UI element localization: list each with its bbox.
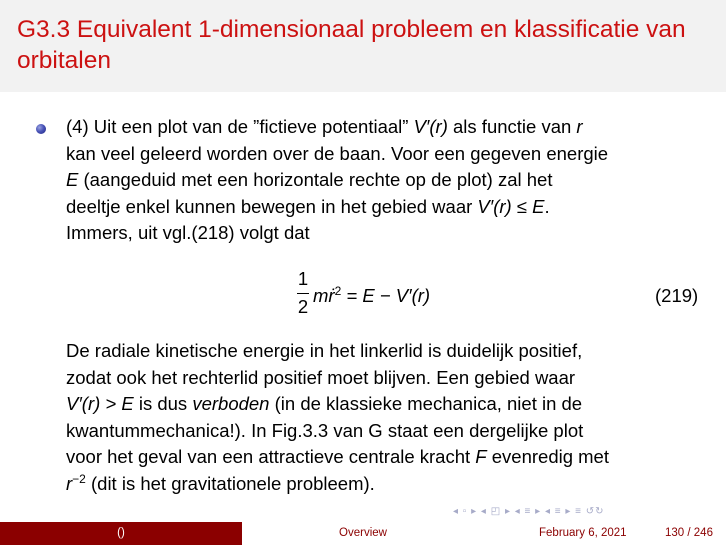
bullet-line-5: Immers, uit vgl.(218) volgt dat: [66, 222, 310, 243]
equation-body: mṙ$^2$ = E − V′(r): [313, 284, 431, 306]
footer-right: [484, 522, 726, 545]
para-line-5: voor het geval van een attractieve centrale kracht F evenredig met: [66, 446, 609, 467]
bullet-line-4: deeltje enkel kunnen bewegen in het gebied waar V′(r) ≤ E.: [66, 195, 550, 217]
title-bar: [0, 0, 726, 92]
bullet-line-3: E (aangeduid met een horizontale rechte op de plot) zal het: [66, 169, 553, 190]
para-line-1: De radiale kinetische energie in het linkerlid is duidelijk positief,: [66, 340, 583, 361]
fraction-denominator: 2: [297, 296, 309, 317]
para-line-3: V′(r) > E is dus verboden (in de klassieke mechanica, niet in de: [66, 393, 583, 414]
beamer-navigation-icons[interactable]: ◂ ▫ ▸ ◂ ◰ ▸ ◂ ≡ ▸ ◂ ≡ ▸ ≡ ↺↻: [453, 506, 605, 517]
footer-date: February 6, 2021: [539, 527, 627, 539]
footer-author: (): [0, 522, 242, 545]
para-line-4: kwantummechanica!). In Fig.3.3 van G staat een dergelijke plot: [66, 419, 584, 441]
footer-page-number: 130 / 246: [665, 527, 713, 539]
para-line-6: $r^{-2}$ (dit is het gravitationele probleem).: [66, 471, 375, 494]
footer-bar: [0, 522, 726, 545]
bullet-line-1: (4) Uit een plot van de ”fictieve potentiaal” V′(r) als functie van r: [66, 116, 583, 137]
fraction-bar: [297, 293, 309, 294]
equation-number: (219): [655, 285, 699, 306]
body-paragraph: [66, 338, 706, 497]
bullet-paragraph: [66, 114, 706, 247]
slide-title: G3.3 Equivalent 1-dimensionaal probleem en klassificatie van orbitalen: [17, 16, 686, 74]
fraction-numerator: 1: [297, 268, 309, 289]
para-line-2: zodat ook het rechterlid positief moet blijven. Een gebied waar: [66, 366, 576, 388]
bullet-line-2: kan veel geleerd worden over de baan. Voor een gegeven energie: [66, 142, 609, 164]
footer-section: Overview: [242, 522, 484, 545]
bullet-point-icon: [36, 124, 46, 134]
